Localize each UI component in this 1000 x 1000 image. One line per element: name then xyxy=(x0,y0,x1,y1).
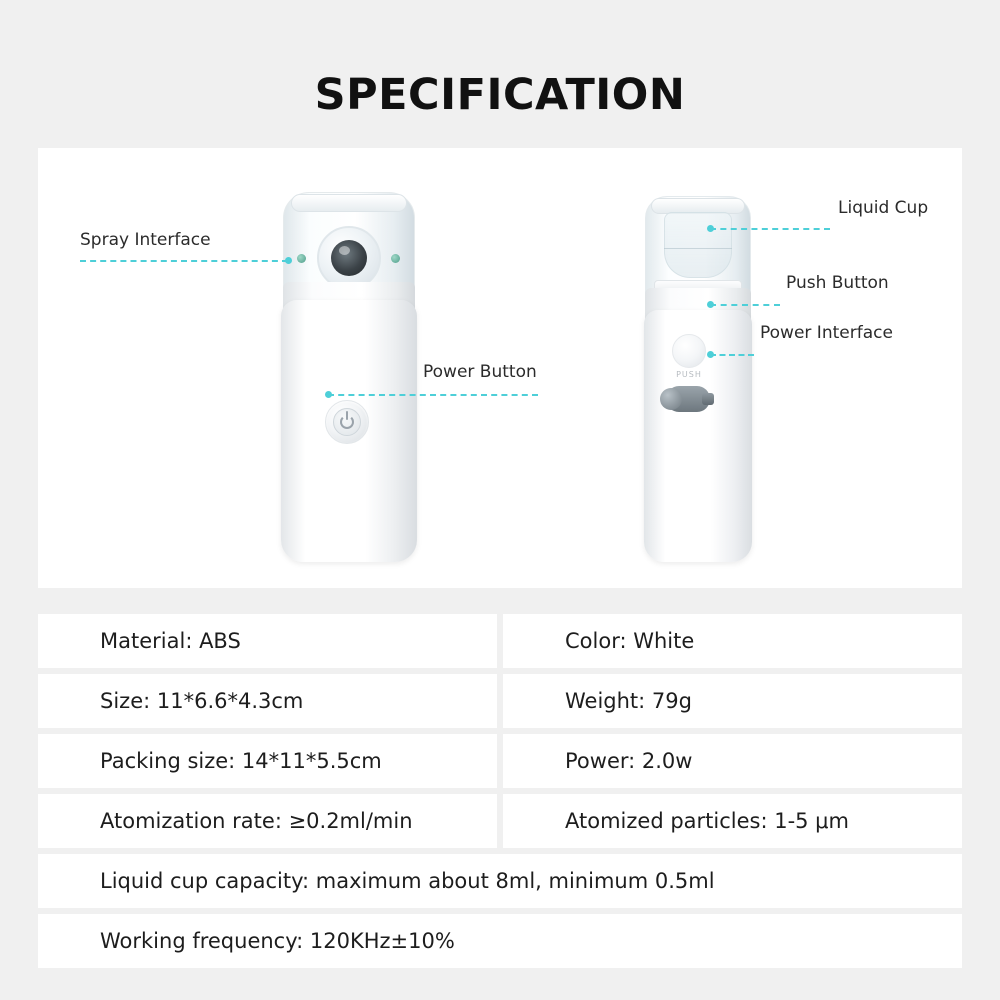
leader-line-power-interface xyxy=(710,354,754,356)
table-row xyxy=(38,854,962,908)
spec-cell-atomization-rate: Atomization rate: ≥0.2ml/min xyxy=(38,794,497,848)
spec-cell-atomized-particles: Atomized particles: 1-5 μm xyxy=(503,794,962,848)
device-b-cup-inner xyxy=(664,212,732,278)
spec-cell-packing-size: Packing size: 14*11*5.5cm xyxy=(38,734,497,788)
spec-cell-power: Power: 2.0w xyxy=(503,734,962,788)
leader-dot-power-button xyxy=(325,391,332,398)
table-row xyxy=(38,734,962,788)
table-row xyxy=(38,914,962,968)
spec-cell-weight: Weight: 79g xyxy=(503,674,962,728)
device-front-view xyxy=(243,178,403,568)
device-b-power-interface-cap xyxy=(660,388,682,410)
product-image-panel xyxy=(38,148,962,588)
power-icon-stem xyxy=(346,411,348,420)
table-row xyxy=(38,674,962,728)
callout-label-spray-interface: Spray Interface xyxy=(80,230,211,250)
spec-cell-material: Material: ABS xyxy=(38,614,497,668)
device-b-push-label: PUSH xyxy=(676,370,702,379)
leader-dot-power-interface xyxy=(707,351,714,358)
device-a-cap-rim xyxy=(291,194,407,212)
leader-line-push-button xyxy=(710,304,780,306)
specification-table xyxy=(38,614,962,974)
table-row xyxy=(38,614,962,668)
device-b-power-interface-pin xyxy=(702,393,714,405)
spec-cell-liquid-cup-capacity: Liquid cup capacity: maximum about 8ml, minimum 0.5ml xyxy=(38,854,962,908)
device-side-view xyxy=(598,178,768,568)
device-a-spray-mesh xyxy=(331,240,367,276)
leader-line-spray-interface xyxy=(80,260,288,262)
device-a-contact-left-icon xyxy=(297,254,306,263)
device-b-push-button[interactable] xyxy=(672,334,706,368)
page-title: SPECIFICATION xyxy=(314,70,686,120)
callout-label-power-button: Power Button xyxy=(423,362,537,382)
leader-line-power-button xyxy=(328,394,538,396)
spec-cell-color: Color: White xyxy=(503,614,962,668)
device-b-cup-level-line xyxy=(664,248,732,249)
callout-label-liquid-cup: Liquid Cup xyxy=(838,198,929,218)
leader-dot-spray-interface xyxy=(285,257,292,264)
leader-line-liquid-cup xyxy=(710,228,830,230)
leader-dot-push-button xyxy=(707,301,714,308)
table-row xyxy=(38,794,962,848)
spec-cell-working-frequency: Working frequency: 120KHz±10% xyxy=(38,914,962,968)
callout-label-power-interface: Power Interface xyxy=(760,323,893,343)
device-a-contact-right-icon xyxy=(391,254,400,263)
leader-dot-liquid-cup xyxy=(707,225,714,232)
device-a-spray-mesh-highlight xyxy=(339,246,350,255)
callout-label-push-button: Push Button xyxy=(786,273,889,293)
spec-cell-size: Size: 11*6.6*4.3cm xyxy=(38,674,497,728)
